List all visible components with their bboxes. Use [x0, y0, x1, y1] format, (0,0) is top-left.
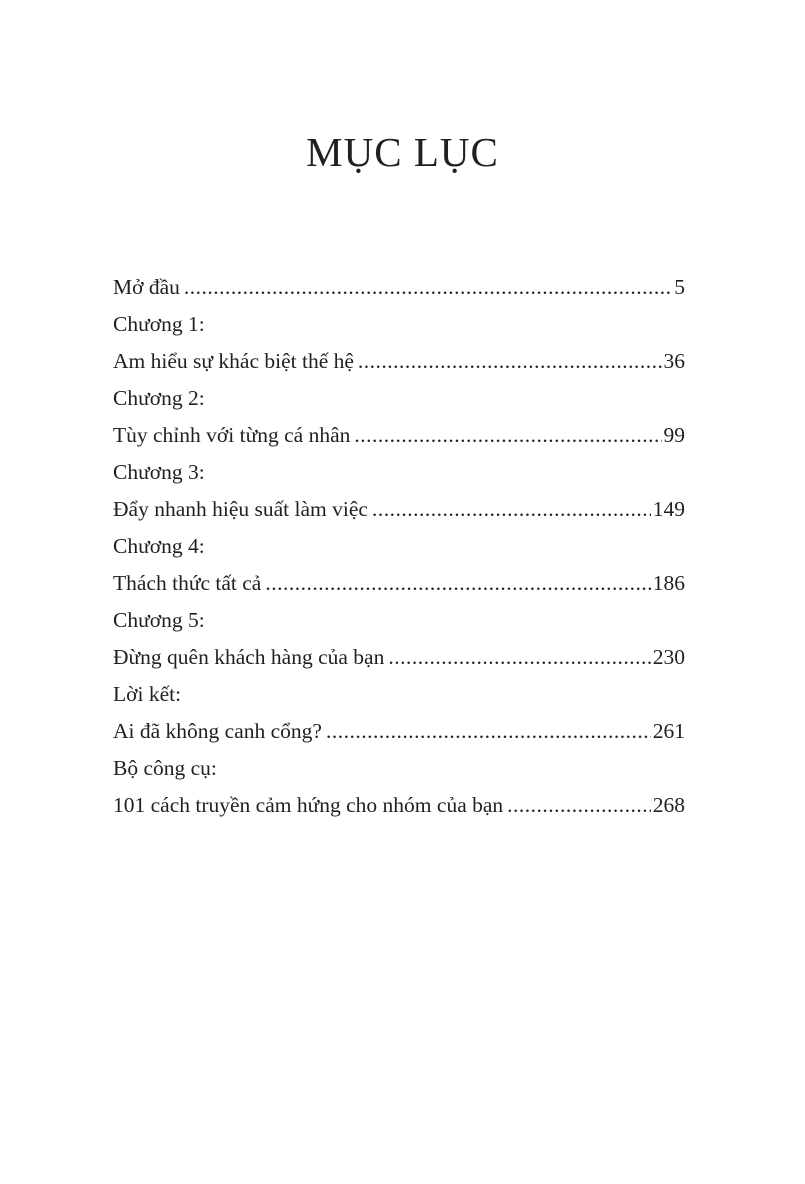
page-number: 99: [663, 423, 685, 447]
chapter-label: Chương 1:: [113, 312, 205, 336]
page-number: 261: [652, 719, 685, 743]
entry-title: Đẩy nhanh hiệu suất làm việc: [113, 497, 368, 521]
chapter-label: Bộ công cụ:: [113, 756, 217, 780]
toc-entry-chapter-4[interactable]: [113, 565, 685, 602]
page-number: 186: [652, 571, 685, 595]
toc-entry-epilogue[interactable]: [113, 713, 685, 750]
toc-entry-intro[interactable]: [113, 269, 685, 306]
toc-entry-chapter-3[interactable]: [113, 491, 685, 528]
chapter-label: Chương 2:: [113, 386, 205, 410]
dot-leader: [388, 639, 650, 676]
page-number: 149: [652, 497, 685, 521]
entry-title: Tùy chỉnh với từng cá nhân: [113, 423, 351, 447]
page-title: MỤC LỤC: [306, 129, 499, 175]
dot-leader: [507, 787, 651, 824]
dot-leader: [354, 417, 661, 454]
page-number: 268: [652, 793, 685, 817]
entry-title: Thách thức tất cả: [113, 571, 262, 595]
page-number: 36: [663, 349, 685, 373]
entry-title: Ai đã không canh cổng?: [113, 719, 322, 743]
toc-entry-chapter-2[interactable]: [113, 417, 685, 454]
dot-leader: [372, 491, 651, 528]
table-of-contents: [113, 269, 685, 824]
chapter-label: Chương 5:: [113, 608, 205, 632]
entry-title: Đừng quên khách hàng của bạn: [113, 645, 385, 669]
toc-entry-toolkit[interactable]: [113, 787, 685, 824]
chapter-label: Lời kết:: [113, 682, 182, 706]
toc-entry-chapter-5[interactable]: [113, 639, 685, 676]
chapter-label: Chương 4:: [113, 534, 205, 558]
dot-leader: [265, 565, 650, 602]
chapter-label: Chương 3:: [113, 460, 205, 484]
dot-leader: [184, 269, 672, 306]
toc-entry-chapter-1[interactable]: [113, 343, 685, 380]
page-number: 5: [674, 275, 685, 299]
dot-leader: [358, 343, 662, 380]
entry-title: 101 cách truyền cảm hứng cho nhóm của bạn: [113, 793, 504, 817]
entry-title: Am hiểu sự khác biệt thế hệ: [113, 349, 354, 373]
entry-title: Mở đầu: [113, 275, 180, 299]
dot-leader: [326, 713, 651, 750]
page-number: 230: [652, 645, 685, 669]
